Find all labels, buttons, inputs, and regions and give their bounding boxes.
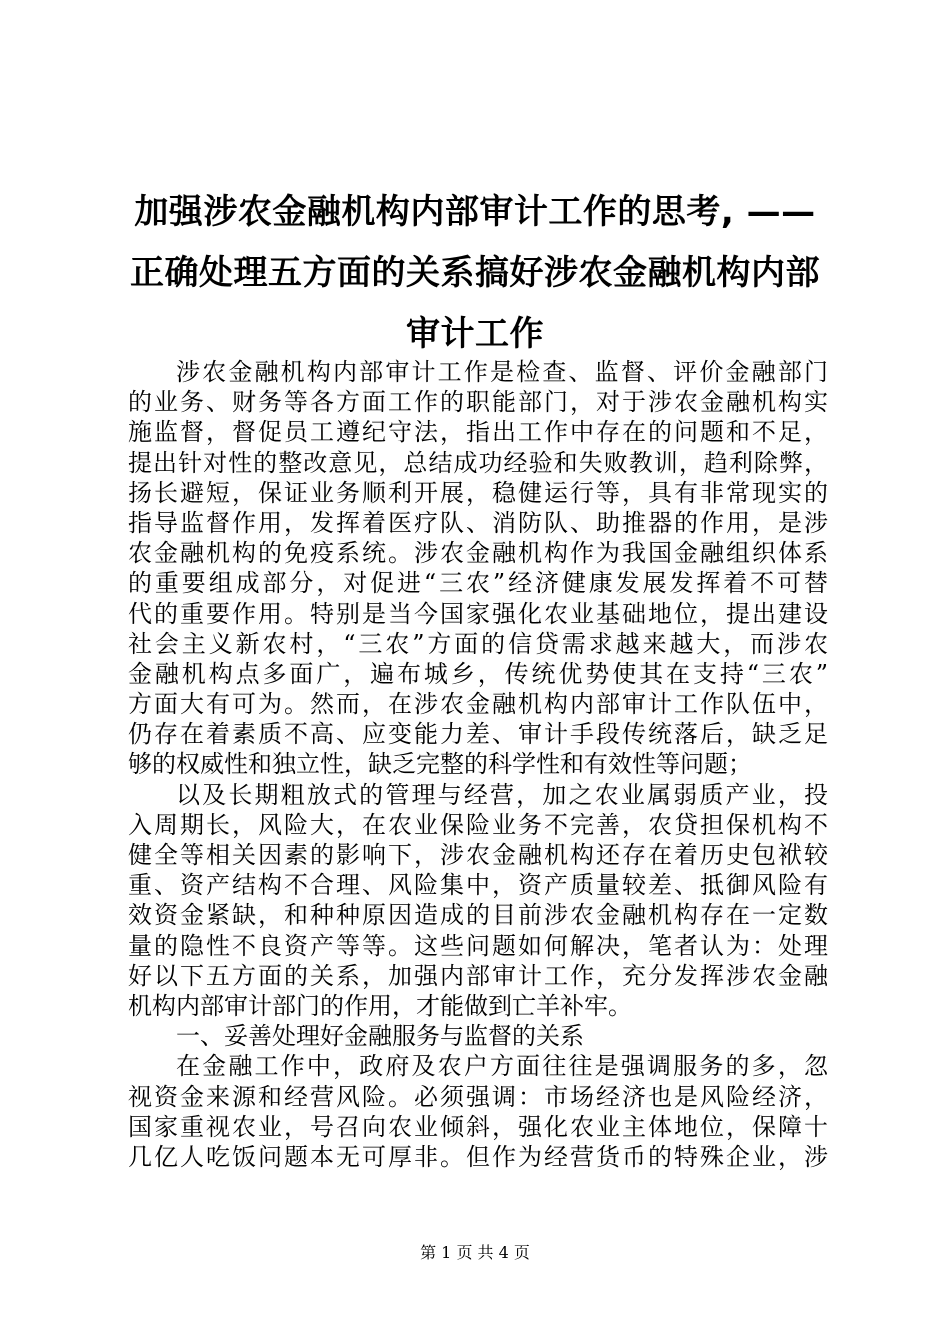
body-line: 国家重视农业，号召向农业倾斜，强化农业主体地位，保障十: [128, 1112, 828, 1141]
body-line: 入周期长，风险大，在农业保险业务不完善，农贷担保机构不: [128, 810, 828, 839]
body-line: 方面大有可为。然而，在涉农金融机构内部审计工作队伍中，: [128, 690, 828, 719]
body-line: 施监督，督促员工遵纪守法，指出工作中存在的问题和不足，: [128, 418, 828, 447]
page-footer: [0, 1243, 950, 1263]
body-line: 效资金紧缺，和种种原因造成的目前涉农金融机构存在一定数: [128, 901, 828, 930]
title-line: 正确处理五方面的关系搞好涉农金融机构内部: [130, 253, 820, 293]
body-line: 重、资产结构不合理、风险集中，资产质量较差、抵御风险有: [128, 871, 828, 900]
body-line: 仍存在着素质不高、应变能力差、审计手段传统落后，缺乏足: [128, 720, 828, 749]
title-line: 审计工作: [406, 314, 544, 354]
body-line: 提出针对性的整改意见，总结成功经验和失败教训，趋利除弊，: [128, 448, 828, 477]
body-line: 机构内部审计部门的作用，才能做到亡羊补牢。: [128, 991, 632, 1020]
body-line: 扬长避短，保证业务顺利开展，稳健运行等，具有非常现实的: [128, 478, 828, 507]
body-line: 以及长期粗放式的管理与经营，加之农业属弱质产业，投: [176, 780, 828, 809]
body-line: 社会主义新农村，“三农”方面的信贷需求越来越大，而涉农: [128, 629, 828, 658]
section-heading: 一、妥善处理好金融服务与监督的关系: [176, 1022, 584, 1051]
document-title: [120, 182, 830, 365]
body-line: 农金融机构的免疫系统。涉农金融机构作为我国金融组织体系: [128, 539, 828, 568]
body-line: 够的权威性和独立性，缺乏完整的科学性和有效性等问题；: [128, 750, 752, 779]
body-line: 健全等相关因素的影响下，涉农金融机构还存在着历史包袱较: [128, 841, 828, 869]
title-line: 加强涉农金融机构内部审计工作的思考, ——: [134, 192, 816, 232]
body-line: 在金融工作中，政府及农户方面往往是强调服务的多，忽: [176, 1052, 828, 1081]
body-line: 视资金来源和经营风险。必须强调：市场经济也是风险经济，: [128, 1082, 828, 1111]
body-line: 涉农金融机构内部审计工作是检查、监督、评价金融部门: [176, 358, 828, 386]
document-body: [128, 357, 828, 1172]
body-line: 量的隐性不良资产等等。这些问题如何解决，笔者认为：处理: [128, 931, 828, 960]
body-line: 的业务、财务等各方面工作的职能部门，对于涉农金融机构实: [128, 388, 828, 417]
body-line: 几亿人吃饭问题本无可厚非。但作为经营货币的特殊企业，涉: [128, 1142, 828, 1171]
body-line: 金融机构点多面广，遍布城乡，传统优势使其在支持“三农”: [128, 659, 828, 688]
body-line: 代的重要作用。特别是当今国家强化农业基础地位，提出建设: [128, 599, 828, 628]
body-line: 好以下五方面的关系，加强内部审计工作，充分发挥涉农金融: [128, 961, 828, 990]
page-number: 第 1 页 共 4 页: [420, 1243, 530, 1262]
body-line: 指导监督作用，发挥着医疗队、消防队、助推器的作用，是涉: [128, 508, 828, 537]
body-line: 的重要组成部分，对促进“三农”经济健康发展发挥着不可替: [128, 569, 828, 598]
